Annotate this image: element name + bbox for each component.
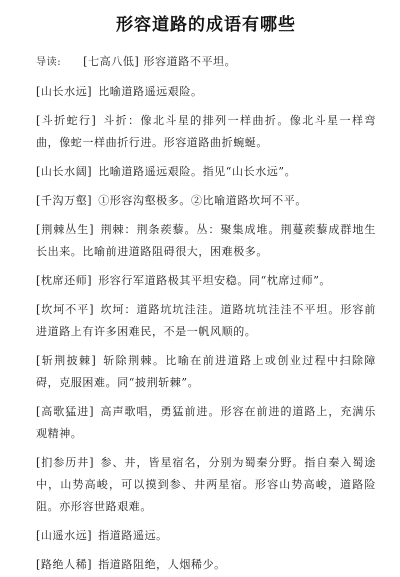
idiom-head: [山遥水远] (36, 529, 93, 542)
idiom-entry (36, 161, 376, 183)
idiom-entry (36, 219, 376, 263)
idiom-head: [荆棘丛生] (36, 223, 95, 236)
idiom-definition: 形容行军道路极其平坦安稳。同“枕席过师”。 (98, 274, 332, 287)
idiom-definition: 高声歌唱，勇猛前进。形容在前进的道路上，充满乐观精神。 (36, 405, 376, 440)
idiom-definition: 比喻道路遥远艰险。 (98, 85, 203, 98)
idiom-entry (36, 554, 376, 576)
idiom-definition: 斩除荆棘。比喻在前进道路上或创业过程中扫除障碍，克服困难。同“披荆斩棘”。 (36, 354, 376, 389)
idiom-definition: 荆棘：荆条蒺藜。丛：聚集成堆。荆蔓蒺藜成群地生长出来。比喻前进道路阻碍很大，困难极多。 (36, 223, 376, 258)
intro-entry (36, 51, 376, 74)
idiom-entry (36, 401, 376, 445)
page-title: 形容道路的成语有哪些 (116, 15, 296, 35)
idiom-definition: 比喻道路遥远艰险。指见“山长水远”。 (98, 165, 297, 178)
idiom-definition: 参、井，皆星宿名，分别为蜀秦分野。指自秦入蜀途中，山势高峻，可以摸到参、井两星宿。形容山势高峻，道路险阻。亦形容世路艰难。 (36, 456, 376, 513)
idiom-definition: 坎坷：道路坑坑洼洼。道路坑坑洼洼不平坦。形容前进道路上有许多困难民，不是一帆风顺的。 (36, 303, 376, 338)
idiom-entry (36, 81, 376, 103)
idiom-head: [山长水远] (36, 85, 93, 98)
idiom-entry (36, 270, 376, 292)
idiom-entry (36, 190, 376, 212)
idiom-entry (36, 525, 376, 547)
idiom-head: [高歌猛进] (36, 405, 95, 418)
idiom-head: [路绝人稀] (36, 558, 93, 571)
intro-text: [七高八低] 形容道路不平坦。 (83, 55, 237, 68)
idiom-entry (36, 452, 376, 518)
idiom-definition: ①形容沟壑极多。②比喻道路坎坷不平。 (98, 194, 307, 207)
idiom-entry (36, 110, 376, 154)
idiom-definition: 指道路遥远。 (98, 529, 168, 542)
idiom-head: [斗折蛇行] (36, 114, 97, 127)
idiom-head: [千沟万壑] (36, 194, 93, 207)
idiom-head: [斩荆披棘] (36, 354, 97, 367)
idiom-definition: 斗折：像北斗星的排列一样曲折。像北斗星一样弯曲，像蛇一样曲折行进。形容道路曲折蜿蜒。 (36, 114, 376, 149)
idiom-head: [扪参历井] (36, 456, 95, 469)
idiom-entry (36, 299, 376, 343)
idiom-head: [枕席还师] (36, 274, 93, 287)
idiom-head: [坎坷不平] (36, 303, 95, 316)
idiom-head: [山长水阔] (36, 165, 93, 178)
intro-label: 导读: (36, 57, 62, 68)
idiom-entry (36, 350, 376, 394)
idiom-definition: 指道路阻绝，人烟稀少。 (98, 558, 226, 571)
